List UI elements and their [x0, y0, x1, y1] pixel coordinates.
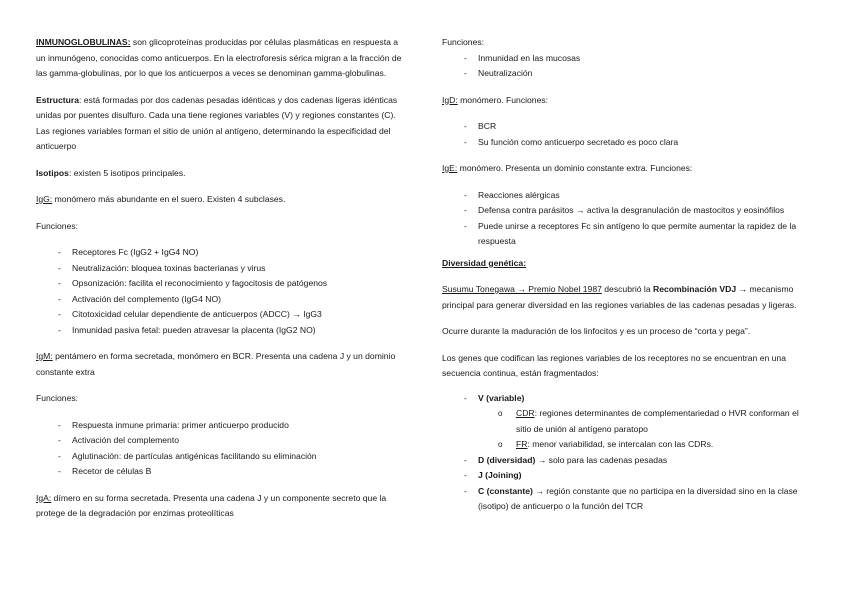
isotipos-paragraph: [36, 166, 408, 182]
list-item: - Receptores Fc (IgG2 + IgG4 NO): [36, 245, 408, 261]
recombinacion-vdj: Recombinación VDJ →: [653, 284, 748, 294]
intro-term: INMUNOGLOBULINAS:: [36, 37, 131, 47]
right-column: [442, 35, 814, 515]
igm-term: IgM:: [36, 351, 53, 361]
iga-text: dímero en su forma secretada. Presenta una cadena J y un componente secreto que la protege de la degradación por enzimas proteolíticas: [36, 492, 387, 518]
list-item: - BCR: [442, 119, 814, 135]
igg-term: IgG:: [36, 194, 53, 204]
segmento-d-text: → solo para las cadenas pesadas: [535, 454, 668, 465]
igd-text: monómero. Funciones:: [457, 94, 549, 105]
fr-term: FR: [516, 439, 528, 449]
ige-term: IgE:: [442, 163, 458, 173]
list-item: - Respuesta inmune primaria: primer anticuerpo producido: [36, 418, 408, 434]
diversidad-heading: Diversidad genética:: [442, 257, 527, 268]
ige-text: monómero. Presenta un dominio constante extra. Funciones:: [457, 163, 693, 173]
segmento-c-text: → región constante que no participa en la diversidad sino en la clase (isotipo) de anticuerpo o la función del TCR: [478, 485, 798, 511]
igd-term: IgD:: [442, 94, 458, 105]
diversidad-paragraph-1: [442, 282, 814, 313]
estructura-paragraph: [36, 93, 408, 155]
iga-paragraph: [36, 491, 408, 522]
list-item: [478, 406, 814, 437]
ige-funciones-list: [442, 188, 814, 250]
diversidad-text: mecanismo principal para generar diversidad en las regiones variables de las cadenas pesadas y ligeras.: [442, 284, 797, 310]
tonegawa-name: Susumu Tonegawa → Premio Nobel 1987: [442, 284, 602, 294]
iga-term: IgA:: [36, 492, 52, 503]
list-item: - Activación del complemento (IgG4 NO): [36, 292, 408, 308]
igg-paragraph: [36, 192, 408, 208]
list-item: - Neutralización: bloquea toxinas bacterianas y virus: [36, 261, 408, 277]
segmento-d: D (diversidad): [478, 454, 536, 465]
list-item: - Inmunidad pasiva fetal: pueden atravesar la placenta (IgG2 NO): [36, 323, 408, 339]
list-item: - Su función como anticuerpo secretado es poco clara: [442, 135, 814, 151]
isotipos-term: Isotipos: [36, 167, 69, 178]
iga-funciones-label: Funciones:: [442, 37, 485, 47]
iga-funciones-list: [442, 51, 814, 82]
diversidad-paragraph-3: Los genes que codifican las regiones variables de los receptores no se encuentran en una secuencia continua, están fragmentados:: [442, 352, 786, 378]
list-item: - Reacciones alérgicas: [442, 188, 814, 204]
igg-funciones-list: [36, 245, 408, 338]
cdr-term: CDR: [516, 408, 535, 418]
intro-text: son glicoproteínas producidas por células plasmáticas en respuesta a un inmunógeno, conocidas como anticuerpos. En la electroforesis sérica migran a la fracción de las gamma-globulinas, por lo que los anticuerpos a veces se denominan gamma-globulinas.: [36, 37, 402, 78]
list-item: - Recetor de células B: [36, 464, 408, 480]
estructura-term: Estructura: [36, 94, 79, 105]
list-item: [442, 453, 814, 469]
list-item: - Puede unirse a receptores Fc sin antígeno lo que permite aumentar la rapidez de la respuesta: [442, 219, 814, 250]
list-item: [442, 391, 814, 453]
estructura-text: : está formadas por dos cadenas pesadas idénticas y dos cadenas ligeras idénticas unidas por puentes disulfuro. Cada una tiene regiones variables (V) y regiones constantes (C). Las regiones variables forman el sitio de unión al antígeno, determinando la especificidad del anticuerpo: [36, 94, 398, 151]
diversidad-text: descubrió la: [601, 284, 653, 294]
list-item: - Defensa contra parásitos → activa la desgranulación de mastocitos y eosinófilos: [442, 203, 814, 219]
list-item: - Citotoxicidad celular dependiente de anticuerpos (ADCC) → IgG3: [36, 307, 408, 323]
segmento-v: V (variable): [478, 392, 525, 403]
list-item: [478, 437, 814, 453]
list-item: - Neutralización: [442, 66, 814, 82]
cdr-text: : regiones determinantes de complementariedad o HVR conforman el sitio de unión al antígeno paratopo: [516, 408, 799, 434]
fr-text: : menor variabilidad, se intercalan con las CDRs.: [527, 439, 714, 449]
igg-text: monómero más abundante en el suero. Existen 4 subclases.: [52, 194, 286, 204]
igd-funciones-list: [442, 119, 814, 150]
intro-paragraph: [36, 35, 408, 82]
list-item: - Activación del complemento: [36, 433, 408, 449]
igm-paragraph: [36, 349, 408, 380]
left-column: [36, 35, 408, 522]
igm-funciones-label: Funciones:: [36, 393, 79, 403]
list-item: [442, 468, 814, 484]
segmento-j: J (Joining): [478, 470, 522, 480]
v-sublist: [478, 406, 814, 453]
ige-paragraph: [442, 161, 814, 177]
igd-paragraph: [442, 93, 814, 109]
segmentos-list: [442, 391, 814, 515]
igm-funciones-list: [36, 418, 408, 480]
list-item: [442, 484, 814, 515]
list-item: - Aglutinación: de partículas antigénicas facilitando su eliminación: [36, 449, 408, 465]
igg-funciones-label: Funciones:: [36, 220, 79, 231]
segmento-c: C (constante): [478, 485, 533, 496]
diversidad-paragraph-2: Ocurre durante la maduración de los linfocitos y es un proceso de “corta y pega”.: [442, 326, 751, 336]
isotipos-text: : existen 5 isotipos principales.: [68, 167, 186, 178]
igm-text: pentámero en forma secretada, monómero en BCR. Presenta una cadena J y un dominio constante extra: [36, 351, 396, 377]
list-item: - Inmunidad en las mucosas: [442, 51, 814, 67]
list-item: - Opsonización: facilita el reconocimiento y fagocitosis de patógenos: [36, 276, 408, 292]
